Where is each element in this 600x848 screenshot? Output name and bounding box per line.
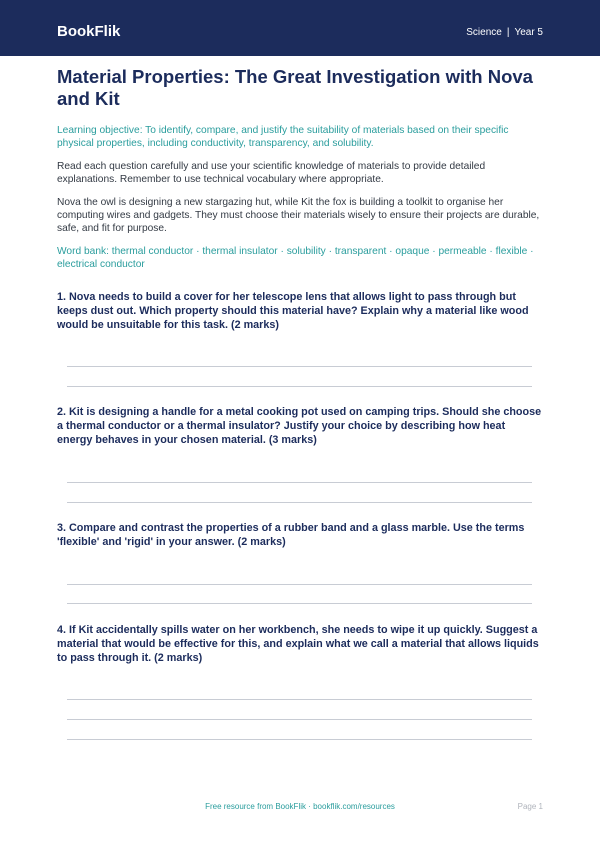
scenario-text: Nova the owl is designing a new stargazing hut, while Kit the fox is building a toolkit to organise her computing wires and gadgets. They must choose their materials wisely to ensure their projects are durable, safe, and fit for purpose. xyxy=(57,197,540,234)
brand-logo: BookFlik xyxy=(57,23,121,40)
learning-objective: Learning objective: To identify, compare, and justify the suitability of materials based on their specific physical properties, including conductivity, transparency, and solubility. xyxy=(57,125,509,149)
answer-line[interactable] xyxy=(67,386,532,387)
header-meta xyxy=(466,27,543,38)
word-bank: Word bank: thermal conductor · thermal insulator · solubility · transparent · opaque · permeable · flexible · electrical conductor xyxy=(57,246,534,270)
instructions-text: Read each question carefully and use your scientific knowledge of materials to provide detailed explanations. Remember to use technical vocabulary where appropriate. xyxy=(57,161,486,185)
page-number: Page 1 xyxy=(517,802,543,811)
question-1: 1. Nova needs to build a cover for her telescope lens that allows light to pass through but keeps dust out. Which property should this material have? Explain why a material like wood would be unsuitable for this task. (2 marks) xyxy=(57,291,529,331)
question-3: 3. Compare and contrast the properties of a rubber band and a glass marble. Use the terms 'flexible' and 'rigid' in your answer. (2 marks) xyxy=(57,522,525,548)
meta-separator: | xyxy=(506,27,510,38)
footer-credit: Free resource from BookFlik · bookflik.com/resources xyxy=(205,802,395,811)
answer-line[interactable] xyxy=(67,699,532,700)
question-2: 2. Kit is designing a handle for a metal cooking pot used on camping trips. Should she choose a thermal conductor or a thermal insulator? Justify your choice by describing how heat energy behaves in your chosen material. (3 marks) xyxy=(57,406,542,446)
answer-line[interactable] xyxy=(67,502,532,503)
answer-line[interactable] xyxy=(67,603,532,604)
answer-line[interactable] xyxy=(67,719,532,720)
year-label: Year 5 xyxy=(514,27,543,38)
answer-line[interactable] xyxy=(67,584,532,585)
answer-line[interactable] xyxy=(67,366,532,367)
subject-label: Science xyxy=(466,27,502,38)
answer-line[interactable] xyxy=(67,739,532,740)
header-bar xyxy=(0,0,600,56)
answer-line[interactable] xyxy=(67,482,532,483)
intro-section xyxy=(57,66,543,271)
question-4: 4. If Kit accidentally spills water on her workbench, she needs to wipe it up quickly. Suggest a material that would be effective for this, and explain what we call a material that allows liquids to pass through it. (2 marks) xyxy=(57,624,539,664)
page-title: Material Properties: The Great Investigation with Nova and Kit xyxy=(57,66,533,109)
